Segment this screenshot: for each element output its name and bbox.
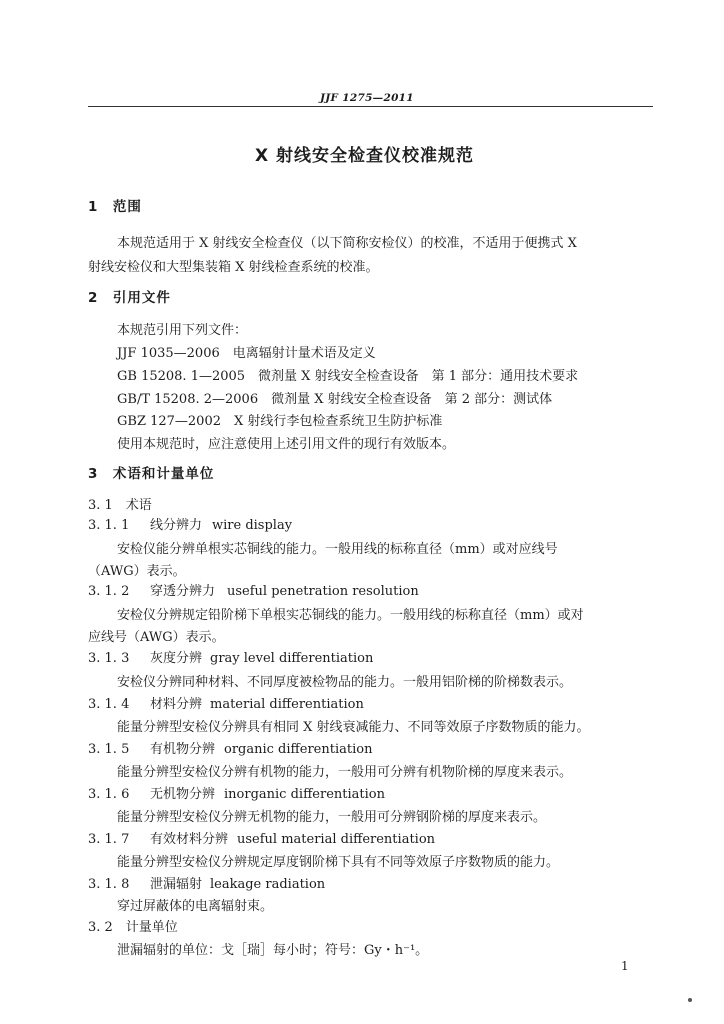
term-definition-line-2: （AWG）表示。 [88, 564, 186, 579]
subsection-3-2-heading: 3. 2 计量单位 [88, 920, 178, 935]
term-definition-line-1: 安检仪分辨规定铅阶梯下单根实芯铜线的能力。一般用线的标称直径（mm）或对 [117, 608, 584, 623]
term-number: 3. 1. 5 [88, 742, 130, 757]
reference-item: GB/T 15208. 2—2006 微剂量 X 射线安全检查设备 第 2 部分：测试体 [117, 392, 553, 407]
reference-item: GB 15208. 1—2005 微剂量 X 射线安全检查设备 第 1 部分：通用技术要求 [117, 369, 579, 384]
unit-definition: 泄漏辐射的单位：戈［瑞］每小时；符号：Gy・h⁻¹。 [117, 943, 429, 958]
section-2-heading: 2 引用文件 [88, 290, 171, 306]
section-1-heading: 1 范围 [88, 199, 142, 215]
term-name: 穿透分辨力 [150, 584, 216, 599]
term-definition: 能量分辨型安检仪分辨无机物的能力，一般用可分辨钢阶梯的厚度来表示。 [117, 810, 547, 825]
section-1-paragraph-line-1: 本规范适用于 X 射线安全检查仪（以下简称安检仪）的校准，不适用于便携式 X [117, 236, 577, 251]
scan-mark [688, 998, 692, 1002]
section-1-paragraph-line-2: 射线安检仪和大型集装箱 X 射线检查系统的校准。 [88, 260, 379, 275]
term-name: 有效材料分辨 [150, 832, 229, 847]
section-3-heading: 3 术语和计量单位 [88, 466, 215, 482]
term-name: 泄漏辐射 [150, 877, 203, 892]
term-number: 3. 1. 6 [88, 787, 130, 802]
term-english: wire display [212, 518, 293, 533]
term-name: 线分辨力 [150, 518, 203, 533]
term-name: 灰度分辨 [150, 651, 203, 666]
term-english: useful material differentiation [237, 832, 436, 847]
term-definition: 穿过屏蔽体的电离辐射束。 [117, 899, 274, 914]
subsection-3-1-heading: 3. 1 术语 [88, 498, 152, 513]
term-english: gray level differentiation [210, 651, 374, 666]
term-definition-line-2: 应线号（AWG）表示。 [88, 630, 225, 645]
term-english: organic differentiation [224, 742, 373, 757]
term-number: 3. 1. 7 [88, 832, 130, 847]
term-definition: 安检仪分辨同种材料、不同厚度被检物品的能力。一般用铝阶梯的阶梯数表示。 [117, 675, 573, 690]
term-definition: 能量分辨型安检仪分辨具有相同 X 射线衰减能力、不同等效原子序数物质的能力。 [117, 720, 590, 735]
term-number: 3. 1. 2 [88, 584, 130, 599]
term-number: 3. 1. 4 [88, 697, 130, 712]
term-number: 3. 1. 1 [88, 518, 130, 533]
header-standard-code: JJF 1275—2011 [320, 92, 414, 104]
term-english: inorganic differentiation [224, 787, 385, 802]
references-note: 使用本规范时，应注意使用上述引用文件的现行有效版本。 [117, 437, 456, 452]
references-intro: 本规范引用下列文件： [117, 323, 248, 338]
page-number: 1 [621, 959, 629, 973]
term-english: leakage radiation [210, 877, 326, 892]
reference-item: JJF 1035—2006 电离辐射计量术语及定义 [117, 346, 376, 361]
term-number: 3. 1. 3 [88, 651, 130, 666]
term-definition: 能量分辨型安检仪分辨规定厚度钢阶梯下具有不同等效原子序数物质的能力。 [117, 855, 560, 870]
document-title: X 射线安全检查仪校准规范 [255, 146, 475, 166]
reference-item: GBZ 127—2002 X 射线行李包检查系统卫生防护标准 [117, 414, 443, 429]
term-name: 有机物分辨 [150, 742, 216, 757]
header-rule [88, 106, 653, 107]
term-name: 无机物分辨 [150, 787, 216, 802]
term-english: useful penetration resolution [227, 584, 419, 599]
term-number: 3. 1. 8 [88, 877, 130, 892]
term-english: material differentiation [210, 697, 364, 712]
term-name: 材料分辨 [150, 697, 203, 712]
term-definition-line-1: 安检仪能分辨单根实芯铜线的能力。一般用线的标称直径（mm）或对应线号 [117, 542, 558, 557]
term-definition: 能量分辨型安检仪分辨有机物的能力，一般用可分辨有机物阶梯的厚度来表示。 [117, 765, 573, 780]
